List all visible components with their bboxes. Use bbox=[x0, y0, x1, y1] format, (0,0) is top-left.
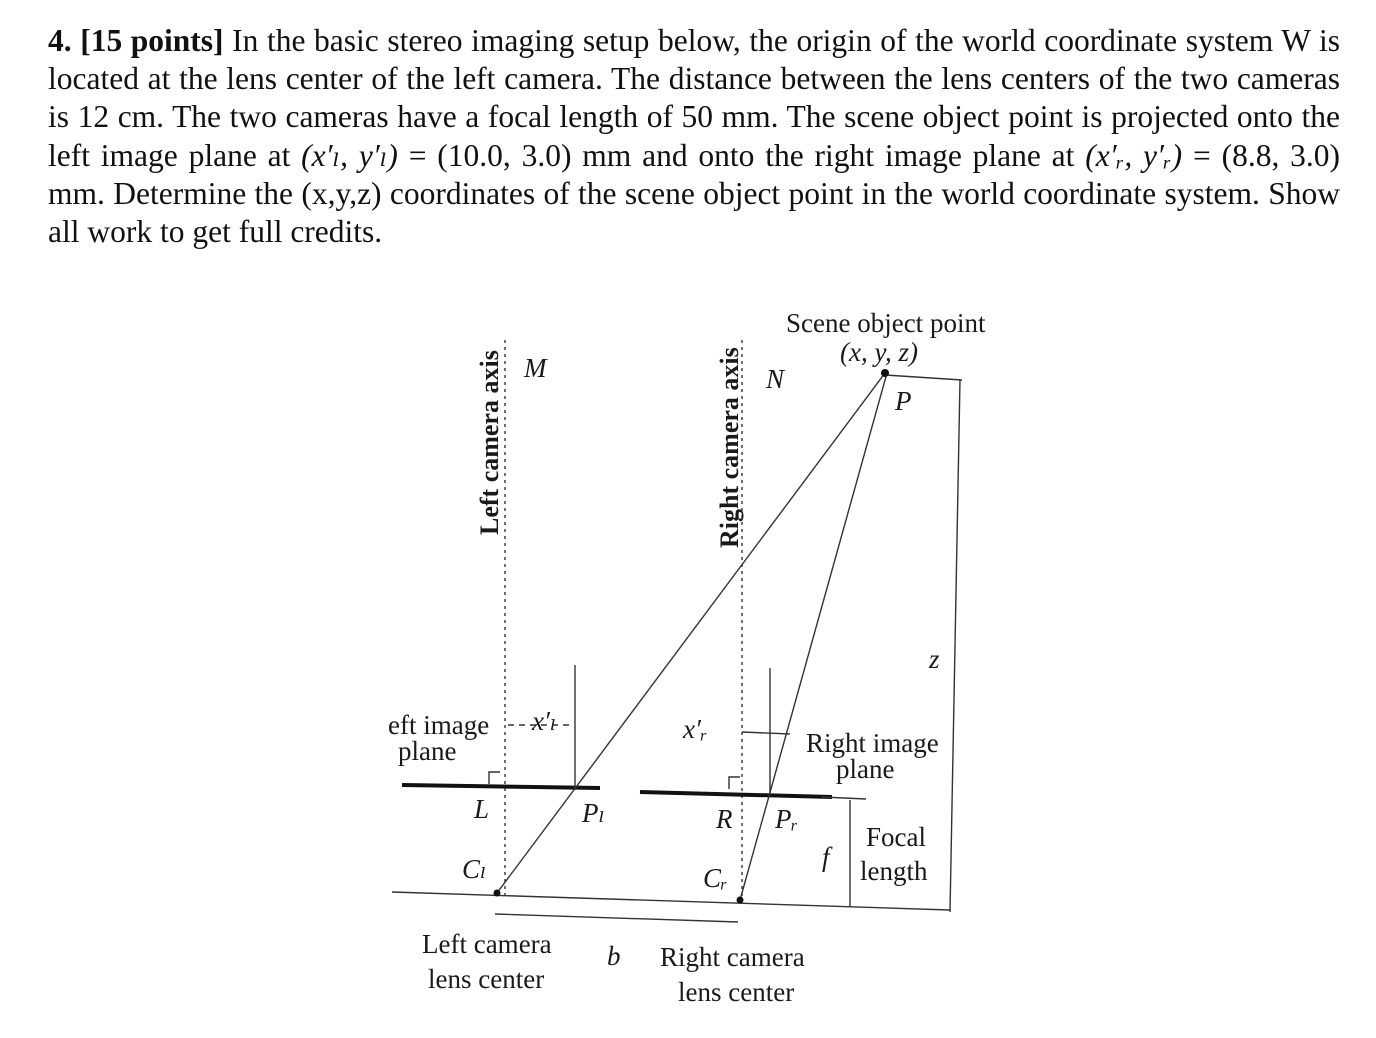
label-cl: Cₗ bbox=[462, 854, 487, 884]
label-f: f bbox=[822, 842, 830, 872]
scene-coords-label: (x, y, z) bbox=[840, 337, 918, 367]
right-lens-center-dot bbox=[737, 897, 744, 904]
baseline-b-arrow bbox=[495, 914, 738, 922]
label-cr: Cᵣ bbox=[703, 863, 728, 893]
label-xr: x′ᵣ bbox=[683, 714, 708, 744]
right-image-plane-label-2: plane bbox=[836, 754, 895, 784]
label-z: z bbox=[929, 644, 940, 674]
right-ray bbox=[740, 373, 887, 900]
question-body-1: In the basic stereo imaging setup below, the origin of the world coordinate system W is located at the lens center of the left camera. The distance between the lens centers of the two cameras is 12 cm. The two cameras have a focal length of 50 mm. The scene object point is projected onto the left image plane at bbox=[48, 23, 1340, 173]
label-l: L bbox=[474, 794, 490, 824]
point-p-dot bbox=[881, 369, 889, 377]
left-camera-axis-label: Left camera axis bbox=[475, 350, 504, 535]
question-points: [15 points] bbox=[80, 23, 224, 58]
label-b: b bbox=[607, 941, 621, 971]
left-image-plane-label-2: plane bbox=[398, 736, 457, 766]
left-right-angle-marker bbox=[489, 772, 500, 784]
right-image-plane-label-1: Right image bbox=[806, 728, 939, 758]
focal-length-label-1: Focal bbox=[866, 822, 926, 852]
left-image-coords: (x′ₗ, y′ₗ) bbox=[301, 137, 398, 173]
right-image-plane-line bbox=[640, 792, 832, 797]
left-image-plane-line bbox=[402, 785, 600, 788]
label-pl: Pₗ bbox=[582, 798, 606, 828]
question-number: 4. bbox=[48, 23, 72, 58]
label-n: N bbox=[766, 364, 785, 394]
left-ray bbox=[497, 373, 885, 893]
left-lens-center-label-1: Left camera bbox=[422, 929, 552, 959]
right-lens-center-label-2: lens center bbox=[678, 977, 795, 1007]
label-xl: x′ₗ bbox=[532, 706, 557, 736]
focal-length-label-2: length bbox=[860, 856, 928, 886]
right-image-coords: (x′ᵣ, y′ᵣ) bbox=[1085, 137, 1183, 173]
label-p: P bbox=[895, 386, 912, 416]
z-dimension-line bbox=[950, 380, 960, 912]
right-lens-center-label-1: Right camera bbox=[660, 942, 805, 972]
label-r: R bbox=[716, 804, 733, 834]
lens-baseline bbox=[392, 892, 950, 910]
p-top-bracket bbox=[885, 375, 962, 380]
left-image-plane-label-1: eft image bbox=[388, 710, 490, 740]
question-body-3: = (8.8, 3.0) mm. Determine the (x,y,z) coordinates of the scene object point in the world coordinate system. Show all work to get full credits. bbox=[48, 137, 1341, 250]
right-right-angle-marker bbox=[729, 777, 740, 789]
label-m: M bbox=[524, 353, 547, 383]
label-pr: Pᵣ bbox=[775, 804, 799, 834]
xr-arrow bbox=[742, 732, 790, 734]
scene-object-point-label: Scene object point bbox=[786, 308, 986, 338]
question-body-2: = (10.0, 3.0) mm and onto the right image plane at bbox=[397, 137, 1086, 173]
right-camera-axis-label: Right camera axis bbox=[715, 347, 744, 548]
left-lens-center-label-2: lens center bbox=[428, 964, 545, 994]
left-lens-center-dot bbox=[494, 890, 501, 897]
